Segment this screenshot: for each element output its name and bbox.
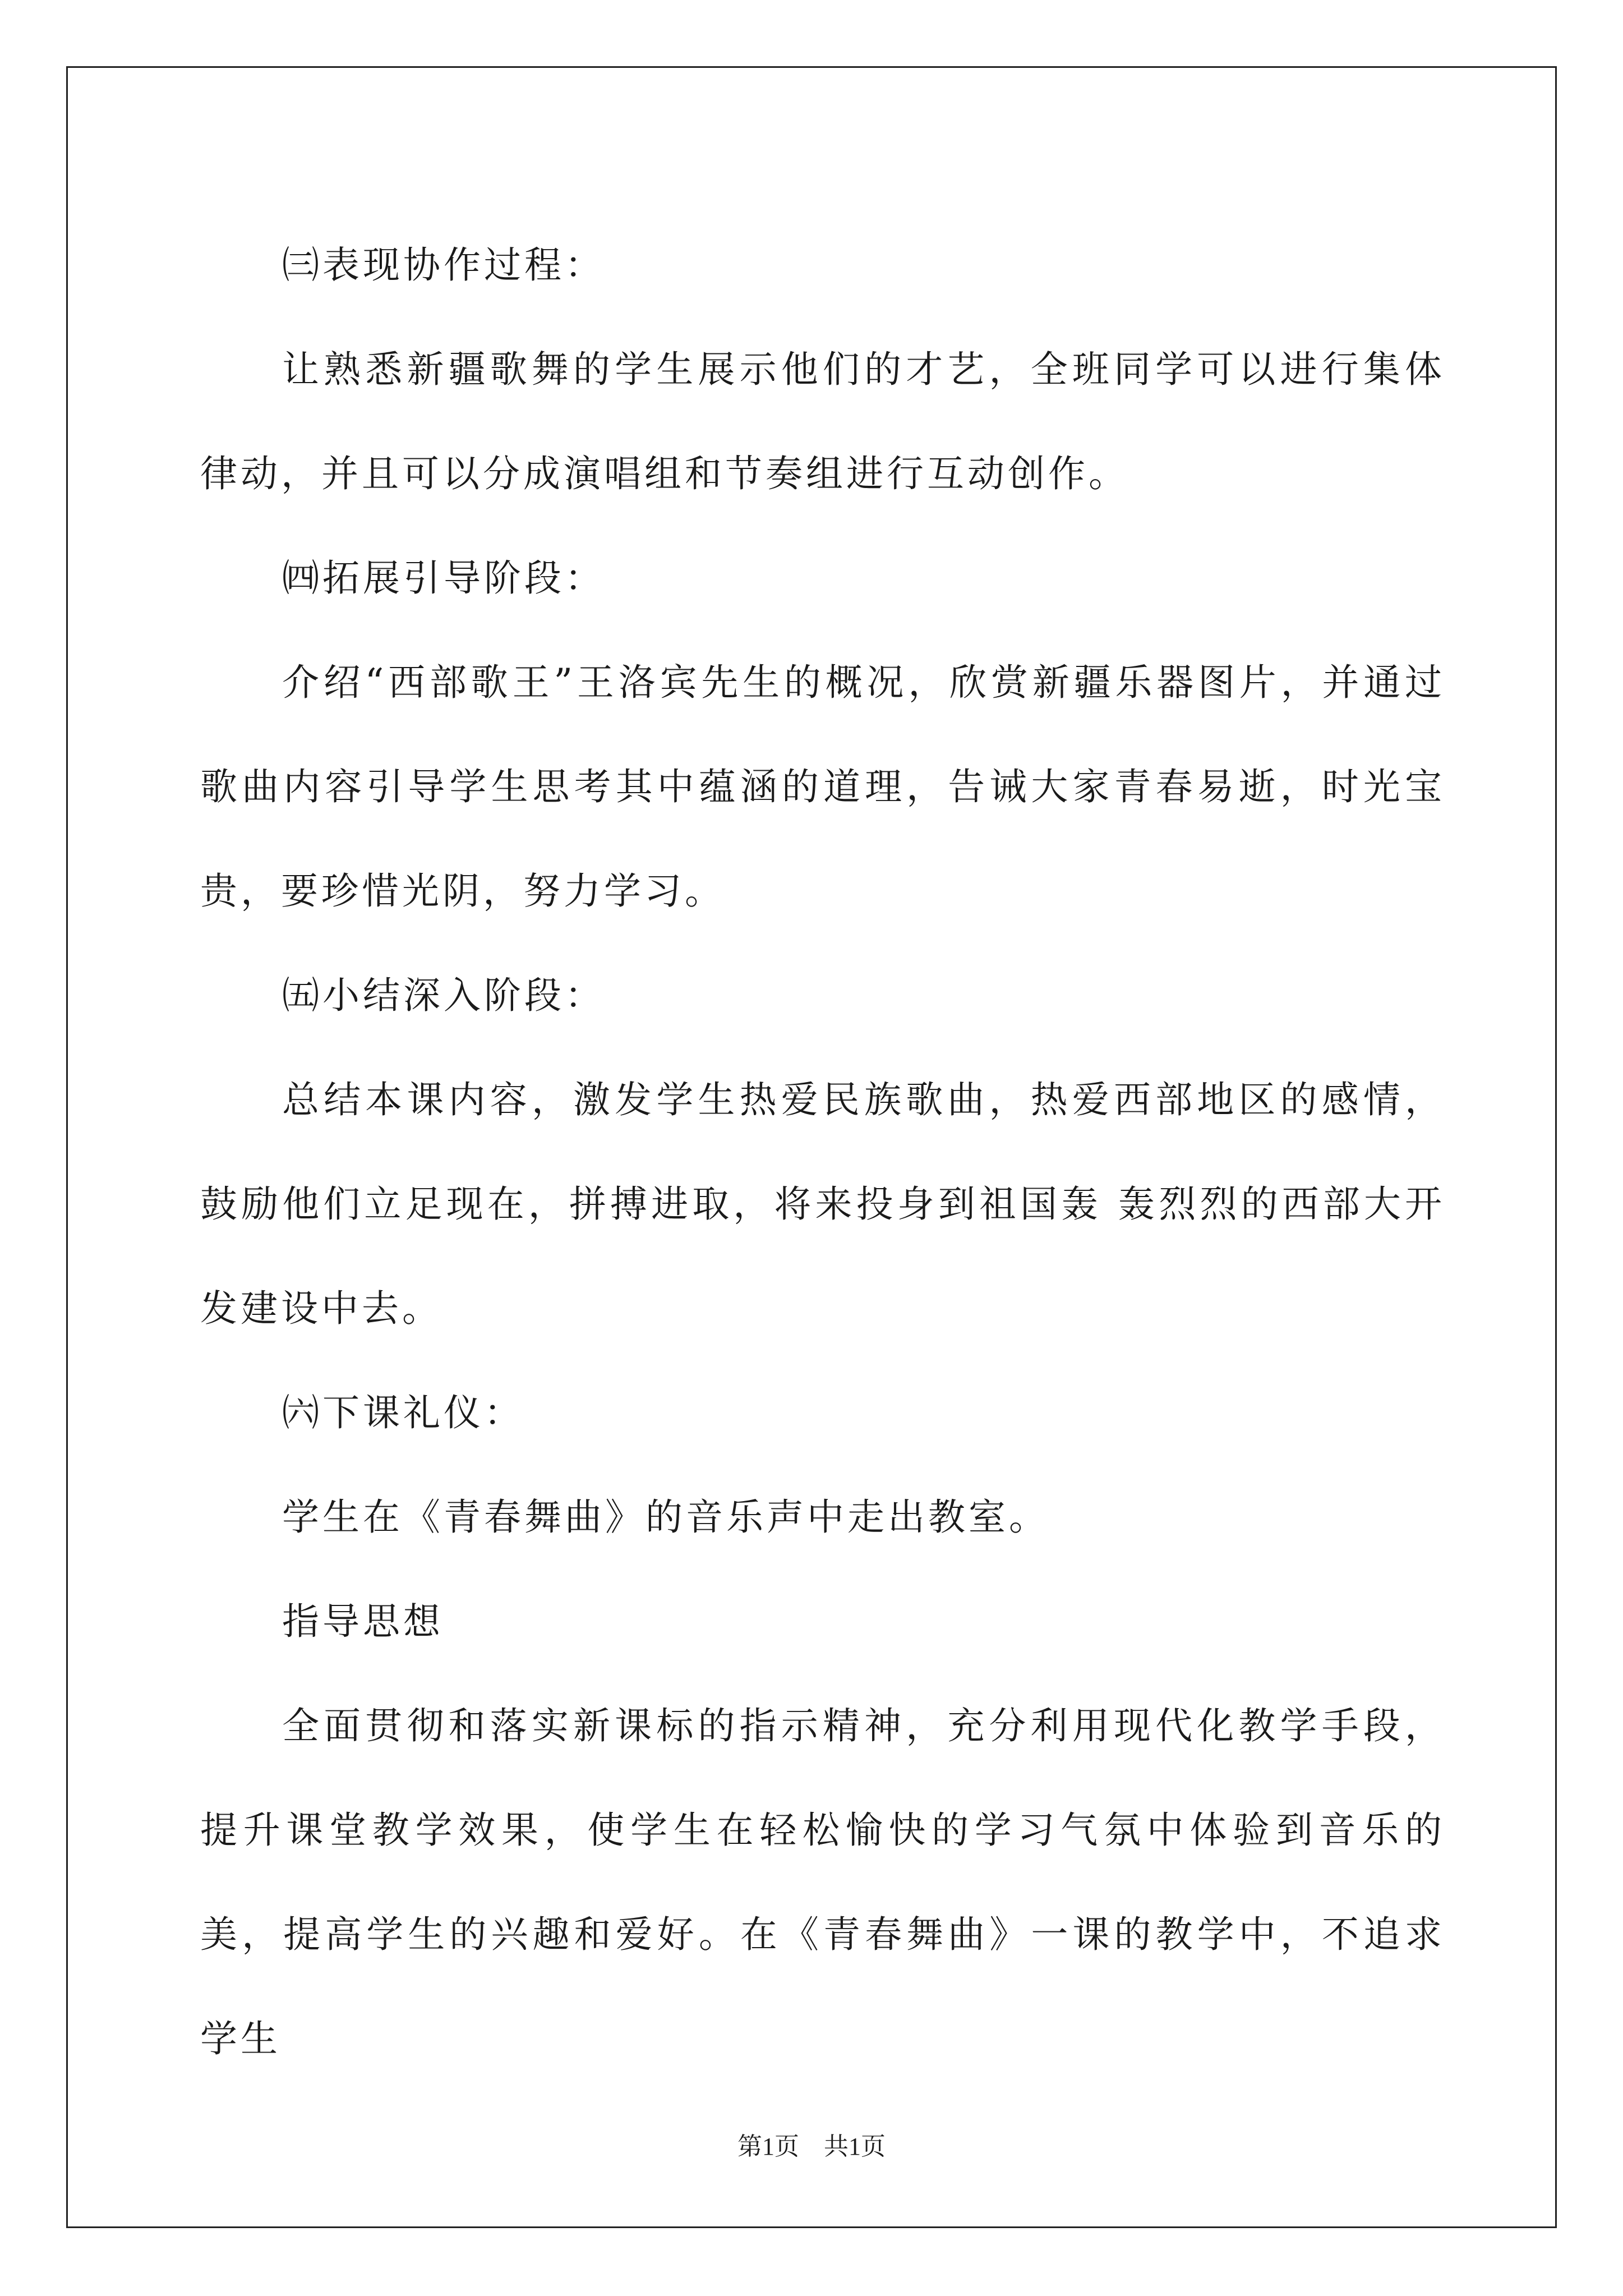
paragraph: 介绍“西部歌王”王洛宾先生的概况，欣赏新疆乐器图片，并通过歌曲内容引导学生思考其中蕴涵的道理，告诫大家青春易逝，时光宝贵，要珍惜光阴，努力学习。 (200, 661, 1445, 913)
page-footer: 第1页 共1页 (737, 2133, 886, 2160)
paragraph: 总结本课内容，激发学生热爱民族歌曲，热爱西部地区的感情，鼓励他们立足现在，拼搏进取，将来投身到祖国轰 轰烈烈的西部大开发建设中去。 (200, 1078, 1445, 1330)
section-heading-5: ㈤小结深入阶段： (282, 974, 605, 1017)
paragraph: 学生在《青春舞曲》的音乐声中走出教室。 (282, 1496, 1049, 1539)
section-heading-3: ㈢表现协作过程： (282, 243, 605, 287)
section-heading-4: ㈣拓展引导阶段： (282, 556, 605, 600)
paragraph: 让熟悉新疆歌舞的学生展示他们的才艺，全班同学可以进行集体律动，并且可以分成演唱组和节奏组进行互动创作。 (200, 348, 1445, 495)
section-heading-guiding-thought: 指导思想 (282, 1600, 444, 1643)
paragraph: 全面贯彻和落实新课标的指示精神，充分利用现代化教学手段，提升课堂教学效果，使学生在轻松愉快的学习气氛中体验到音乐的美，提高学生的兴趣和爱好。在《青春舞曲》一课的教学中，不追求学生 (200, 1704, 1445, 2060)
document-body (200, 213, 1445, 2091)
section-heading-6: ㈥下课礼仪： (282, 1391, 524, 1434)
